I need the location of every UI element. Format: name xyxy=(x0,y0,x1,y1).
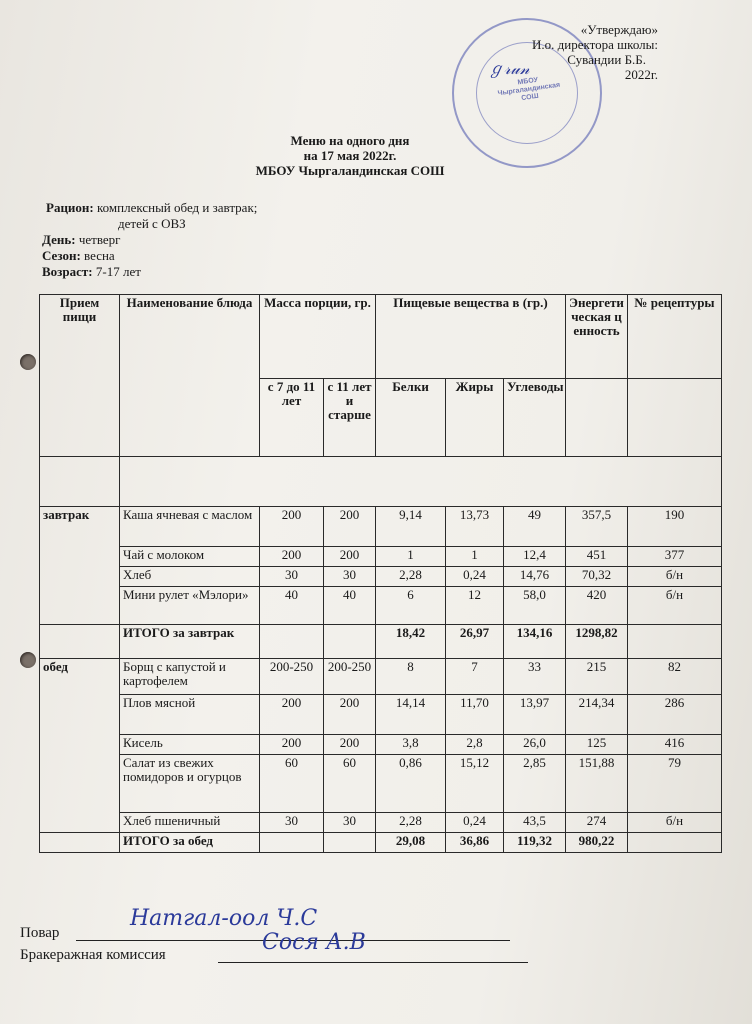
commission-signature-line xyxy=(218,962,528,963)
table-row xyxy=(40,813,722,833)
mass-11-plus: 30 xyxy=(324,567,376,587)
stamp-text: МБОУ Чыргаландинская СОШ xyxy=(497,76,561,103)
total-protein: 18,42 xyxy=(376,625,446,659)
recipe-number: 377 xyxy=(628,547,722,567)
punch-hole xyxy=(20,354,36,370)
fat-value: 15,12 xyxy=(446,755,504,813)
ration-value: комплексный обед и завтрак; xyxy=(97,200,258,215)
dish-name: Кисель xyxy=(120,735,260,755)
dish-name: Борщ с капустой и картофелем xyxy=(120,659,260,695)
cook-label: Повар xyxy=(20,925,60,941)
mass-7-11: 40 xyxy=(260,587,324,625)
total-empty xyxy=(628,625,722,659)
director-signature: ℊ𝓇𝓊𝓃 xyxy=(488,59,530,78)
protein-value: 9,14 xyxy=(376,507,446,547)
dish-name: Хлеб xyxy=(120,567,260,587)
mass-7-11: 200 xyxy=(260,547,324,567)
protein-value: 0,86 xyxy=(376,755,446,813)
approval-heading: «Утверждаю» xyxy=(580,22,658,37)
mass-7-11: 200 xyxy=(260,507,324,547)
menu-title xyxy=(200,133,500,178)
fat-value: 1 xyxy=(446,547,504,567)
carbs-value: 2,85 xyxy=(504,755,566,813)
dish-name: Чай с молоком xyxy=(120,547,260,567)
header-energy: Энергетическая ценность xyxy=(566,295,628,379)
total-fat: 36,86 xyxy=(446,833,504,853)
header-nutrients: Пищевые вещества в (гр.) xyxy=(376,295,566,379)
age-label: Возраст: xyxy=(42,264,93,279)
total-carbs: 119,32 xyxy=(504,833,566,853)
header-meal: Прием пищи xyxy=(40,295,120,457)
dish-name: Каша ячневая с маслом xyxy=(120,507,260,547)
total-energy: 1298,82 xyxy=(566,625,628,659)
header-dish: Наименование блюда xyxy=(120,295,260,457)
carbs-value: 14,76 xyxy=(504,567,566,587)
energy-value: 420 xyxy=(566,587,628,625)
table-row xyxy=(40,755,722,813)
spacer-cell xyxy=(40,457,120,507)
header-recipe: № рецептуры xyxy=(628,295,722,379)
protein-value: 14,14 xyxy=(376,695,446,735)
total-empty xyxy=(40,833,120,853)
table-row xyxy=(40,587,722,625)
title-school: МБОУ Чыргаландинская СОШ xyxy=(255,163,445,178)
total-row xyxy=(40,625,722,659)
season-value: весна xyxy=(84,248,115,263)
table-row xyxy=(40,507,722,547)
mass-11-plus: 200 xyxy=(324,547,376,567)
mass-11-plus: 200 xyxy=(324,735,376,755)
total-row xyxy=(40,833,722,853)
menu-table xyxy=(39,294,722,853)
mass-11-plus: 200-250 xyxy=(324,659,376,695)
ration-label: Рацион: xyxy=(46,200,94,215)
meal-label: обед xyxy=(40,659,120,833)
season-label: Сезон: xyxy=(42,248,81,263)
total-empty xyxy=(40,625,120,659)
lunch-section xyxy=(40,659,722,853)
fat-value: 2,8 xyxy=(446,735,504,755)
energy-value: 214,34 xyxy=(566,695,628,735)
energy-value: 451 xyxy=(566,547,628,567)
energy-value: 357,5 xyxy=(566,507,628,547)
protein-value: 3,8 xyxy=(376,735,446,755)
breakfast-section xyxy=(40,507,722,659)
protein-value: 2,28 xyxy=(376,567,446,587)
header-protein: Белки xyxy=(376,379,446,457)
total-label: ИТОГО за обед xyxy=(120,833,260,853)
carbs-value: 33 xyxy=(504,659,566,695)
recipe-number: б/н xyxy=(628,587,722,625)
total-empty xyxy=(260,625,324,659)
meal-label: завтрак xyxy=(40,507,120,625)
header-fat: Жиры xyxy=(446,379,504,457)
punch-hole xyxy=(20,652,36,668)
mass-7-11: 200 xyxy=(260,735,324,755)
mass-7-11: 200-250 xyxy=(260,659,324,695)
recipe-number: б/н xyxy=(628,567,722,587)
table-row xyxy=(40,735,722,755)
header-age-7-11: с 7 до 11 лет xyxy=(260,379,324,457)
total-label: ИТОГО за завтрак xyxy=(120,625,260,659)
dish-name: Мини рулет «Мэлори» xyxy=(120,587,260,625)
carbs-value: 58,0 xyxy=(504,587,566,625)
protein-value: 1 xyxy=(376,547,446,567)
protein-value: 2,28 xyxy=(376,813,446,833)
recipe-number: 286 xyxy=(628,695,722,735)
fat-value: 0,24 xyxy=(446,813,504,833)
total-empty xyxy=(324,625,376,659)
mass-7-11: 60 xyxy=(260,755,324,813)
total-protein: 29,08 xyxy=(376,833,446,853)
total-empty xyxy=(324,833,376,853)
approval-position: И.о. директора школы: xyxy=(532,37,658,52)
title-line: Меню на одного дня xyxy=(290,133,410,148)
approval-year: 2022г. xyxy=(624,67,658,82)
header-empty xyxy=(566,379,628,457)
table-row xyxy=(40,695,722,735)
table-row xyxy=(40,547,722,567)
mass-11-plus: 200 xyxy=(324,507,376,547)
mass-7-11: 200 xyxy=(260,695,324,735)
recipe-number: 190 xyxy=(628,507,722,547)
age-value: 7-17 лет xyxy=(95,264,141,279)
carbs-value: 13,97 xyxy=(504,695,566,735)
total-carbs: 134,16 xyxy=(504,625,566,659)
mass-11-plus: 40 xyxy=(324,587,376,625)
spacer-cell xyxy=(120,457,722,507)
commission-signature: Сося А.В xyxy=(262,930,366,955)
dish-name: Плов мясной xyxy=(120,695,260,735)
fat-value: 12 xyxy=(446,587,504,625)
approval-name: Сувандии Б.Б. xyxy=(567,52,646,67)
recipe-number: б/н xyxy=(628,813,722,833)
mass-7-11: 30 xyxy=(260,813,324,833)
total-fat: 26,97 xyxy=(446,625,504,659)
energy-value: 70,32 xyxy=(566,567,628,587)
fat-value: 13,73 xyxy=(446,507,504,547)
dish-name: Хлеб пшеничный xyxy=(120,813,260,833)
fat-value: 7 xyxy=(446,659,504,695)
fat-value: 0,24 xyxy=(446,567,504,587)
total-empty xyxy=(260,833,324,853)
mass-7-11: 30 xyxy=(260,567,324,587)
cook-signature: Наmгал-оол Ч.С xyxy=(130,906,318,931)
title-date: на 17 мая 2022г. xyxy=(303,148,397,163)
recipe-number: 416 xyxy=(628,735,722,755)
header-mass: Масса порции, гр. xyxy=(260,295,376,379)
total-energy: 980,22 xyxy=(566,833,628,853)
energy-value: 151,88 xyxy=(566,755,628,813)
carbs-value: 49 xyxy=(504,507,566,547)
mass-11-plus: 60 xyxy=(324,755,376,813)
carbs-value: 26,0 xyxy=(504,735,566,755)
day-label: День: xyxy=(42,232,76,247)
protein-value: 6 xyxy=(376,587,446,625)
recipe-number: 79 xyxy=(628,755,722,813)
fat-value: 11,70 xyxy=(446,695,504,735)
dish-name: Салат из свежих помидоров и огурцов xyxy=(120,755,260,813)
table-row xyxy=(40,659,722,695)
table-row xyxy=(40,567,722,587)
mass-11-plus: 30 xyxy=(324,813,376,833)
mass-11-plus: 200 xyxy=(324,695,376,735)
commission-label: Бракеражная комиссия xyxy=(20,947,166,963)
total-empty xyxy=(628,833,722,853)
protein-value: 8 xyxy=(376,659,446,695)
recipe-number: 82 xyxy=(628,659,722,695)
energy-value: 125 xyxy=(566,735,628,755)
energy-value: 215 xyxy=(566,659,628,695)
carbs-value: 12,4 xyxy=(504,547,566,567)
header-empty xyxy=(628,379,722,457)
header-age-11-plus: с 11 лет и старше xyxy=(324,379,376,457)
ration-value-2: детей с ОВЗ xyxy=(118,216,186,231)
carbs-value: 43,5 xyxy=(504,813,566,833)
energy-value: 274 xyxy=(566,813,628,833)
day-value: четверг xyxy=(78,232,121,247)
header-carbs: Углеводы xyxy=(504,379,566,457)
menu-meta xyxy=(42,200,258,280)
